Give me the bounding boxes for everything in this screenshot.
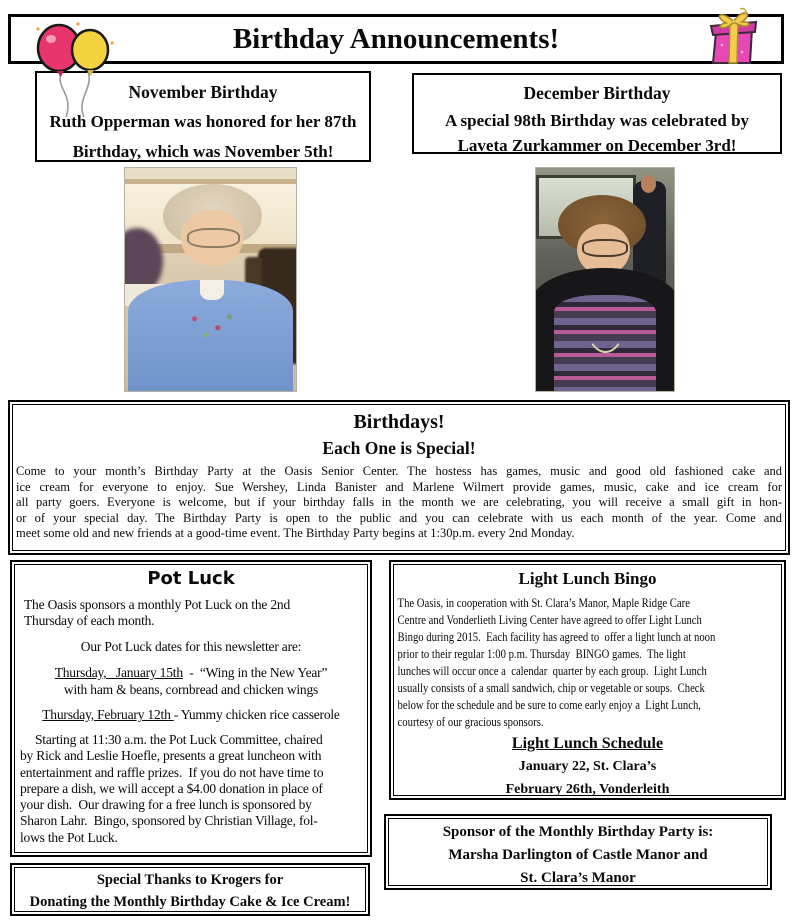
paragraph-line: ice cream for everyone to enjoy. Sue Wershey, Linda Banister and Marlene Wilmert provide games, music, cake and ice cream for	[16, 479, 782, 494]
sponsor-box	[384, 814, 772, 890]
december-line: A special 98th Birthday was celebrated by	[444, 111, 750, 130]
pot-luck-dates-intro: Our Pot Luck dates for this newsletter are:	[80, 639, 302, 654]
pot-luck-body: Starting at 11:30 a.m. the Pot Luck Committee, chaired by Rick and Leslie Hoefle, presents a great luncheon with entertainment and raffle prizes. If you do not have time to prepare a dish, we will accept a $4.00 donation in place of your dish. Our drawing for a free lunch is sponsored by Sharon Lahr. Bingo, sponsored by Christian Village, fol- lows the Pot Luck.	[20, 732, 324, 845]
november-heading: November Birthday	[128, 82, 278, 102]
sponsor-line: Marsha Darlington of Castle Manor and	[448, 847, 708, 863]
paragraph-line: all party goers. Everyone is welcome, but if your birthday falls in the month we are celebrating, you will receive a small gift in hon-	[16, 495, 782, 510]
november-photo	[124, 167, 297, 392]
embroidery	[183, 308, 241, 344]
paragraph-line: or of your special day. The Birthday Party is open to the public and you can celebrate with us each month of the year. Come and	[16, 510, 782, 525]
november-line: Ruth Opperman was honored for her 87th	[49, 112, 357, 131]
december-photo	[535, 167, 675, 392]
december-birthday-box	[412, 73, 782, 154]
glasses	[582, 239, 629, 256]
header-banner	[8, 14, 784, 64]
pot-luck-date-january: Thursday, January 15th - “Wing in the New Year”	[54, 665, 328, 680]
light-lunch-body: The Oasis, in cooperation with St. Clara’s Manor, Maple Ridge Care Centre and Vonderlieth Living Center have agreed to offer Light Lunch Bingo during 2015. Each facility has agreed to offer a light lunch at noon prior to their regular 1:00 p.m. Thursday BINGO games. The light lunches will occur once a calendar quarter by each group. Light Lunch usually consists of a small sandwich, chip or vegetable or soups. Check below for the schedule and be sure to come early enjoy a Light Lunch, courtesy of our gracious sponsors.	[397, 595, 716, 729]
pot-luck-date-january-menu: with ham & beans, cornbread and chicken wings	[63, 682, 319, 697]
krogers-line: Special Thanks to Krogers for	[96, 872, 284, 888]
light-lunch-schedule-heading: Light Lunch Schedule	[511, 735, 664, 752]
sponsor-line: St. Clara’s Manor	[520, 870, 636, 886]
schedule-item: January 22, St. Clara’s	[518, 759, 657, 774]
november-line: Birthday, which was November 5th!	[72, 142, 334, 161]
glasses	[187, 228, 241, 248]
birthdays-box	[8, 400, 790, 555]
krogers-thanks-box	[10, 863, 370, 916]
necklace	[583, 273, 628, 353]
krogers-line: Donating the Monthly Birthday Cake & Ice Cream!	[29, 894, 351, 910]
december-heading: December Birthday	[523, 83, 671, 103]
paragraph-line: meet some old and new friends at a good-time event. The Birthday Party begins at 1:30p.m. every 2nd Monday.	[16, 526, 575, 541]
birthdays-subheading: Each One is Special!	[322, 438, 476, 458]
page-title: Birthday Announcements!	[232, 23, 560, 55]
birthdays-heading: Birthdays!	[353, 411, 445, 433]
light-lunch-bingo-box	[389, 560, 786, 800]
pot-luck-date-february: Thursday, February 12th - Yummy chicken rice casserole	[42, 707, 340, 722]
sponsor-line: Sponsor of the Monthly Birthday Party is:	[442, 824, 714, 840]
pot-luck-heading: Pot Luck	[147, 568, 235, 589]
schedule-item: February 26th, Vonderleith	[505, 782, 670, 797]
pot-luck-box	[10, 560, 372, 857]
birthdays-paragraph	[10, 464, 788, 542]
light-lunch-heading: Light Lunch Bingo	[518, 569, 657, 588]
november-birthday-box	[35, 71, 371, 162]
december-line: Laveta Zurkammer on December 3rd!	[457, 136, 737, 155]
pot-luck-intro: The Oasis sponsors a monthly Pot Luck on the 2nd Thursday of each month.	[24, 597, 291, 628]
paragraph-line: Come to your month’s Birthday Party at the Oasis Senior Center. The hostess has games, music and good old fashioned cake and	[16, 464, 782, 478]
